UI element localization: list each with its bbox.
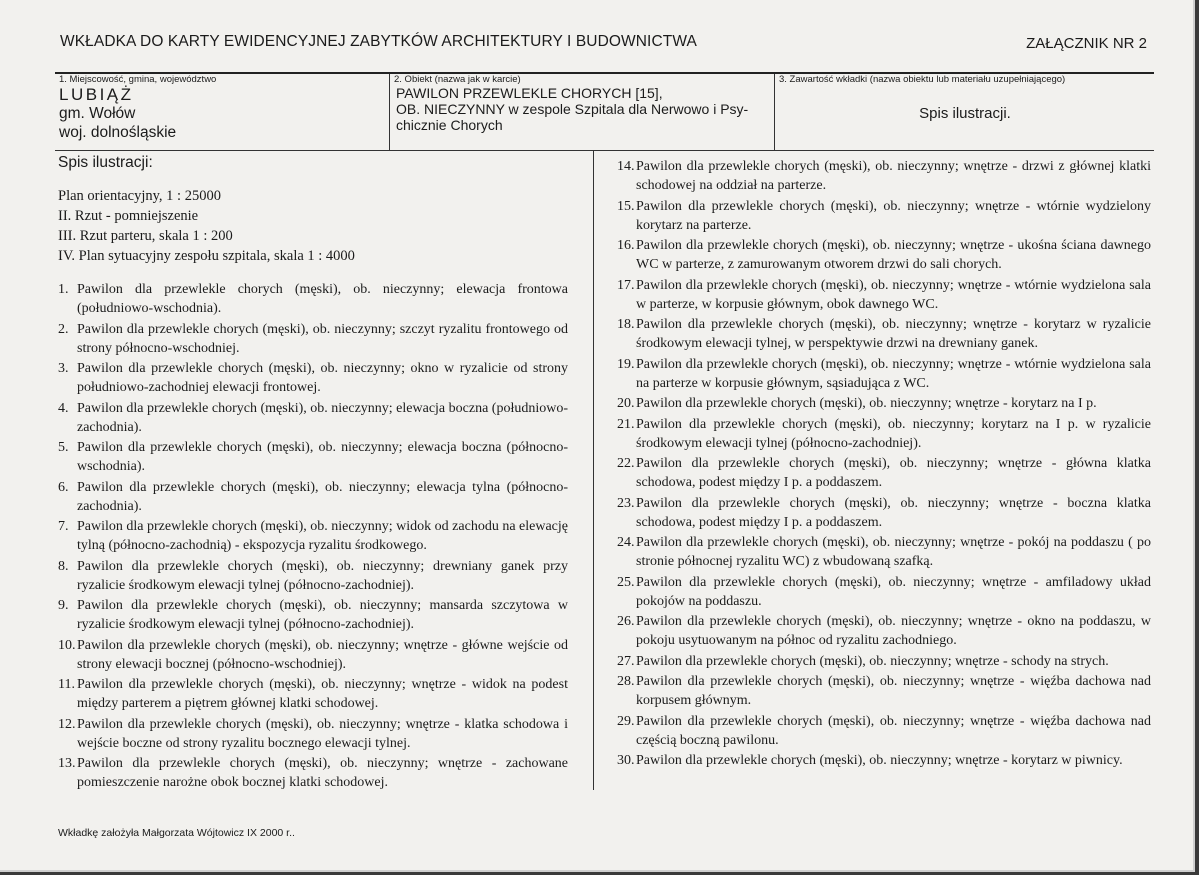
item-text: Pawilon dla przewlekle chorych (męski), ob. nieczynny; szczyt ryzalitu frontowego od strony północno-wschodniej.	[77, 321, 568, 356]
content-caption: 3. Zawartość wkładki (nazwa obiektu lub materiału uzupełniającego)	[779, 74, 1066, 85]
item-text: Pawilon dla przewlekle chorych (męski), ob. nieczynny; elewacja boczna (południowo-zachodnia).	[77, 400, 568, 435]
list-item	[58, 557, 568, 595]
item-text: Pawilon dla przewlekle chorych (męski), ob. nieczynny; wnętrze - korytarz w ryzalicie środkowym elewacji tylnej, w perspektywie drzwi na drewniany ganek.	[636, 317, 1151, 351]
illustration-list-right	[617, 157, 1151, 770]
attachment-number: ZAŁĄCZNIK NR 2	[1026, 35, 1147, 52]
plans-list	[58, 186, 568, 266]
list-item	[617, 533, 1151, 571]
item-text: Pawilon dla przewlekle chorych (męski), ob. nieczynny; wnętrze - korytarz w piwnicy.	[636, 753, 1123, 768]
plan-item: III. Rzut parteru, skala 1 : 200	[58, 228, 233, 244]
item-text: Pawilon dla przewlekle chorych (męski), ob. nieczynny; wnętrze - wtórnie wydzielona sala na parterze w korpusie głównym, sąsiadująca z WC.	[636, 356, 1151, 391]
item-text: Pawilon dla przewlekle chorych (męski), ob. nieczynny; korytarz na I p. w ryzalicie środkowym elewacji tylnej (północno-zachodniej).	[636, 416, 1151, 451]
item-number: 22.	[617, 456, 635, 471]
item-text: Pawilon dla przewlekle chorych (męski), ob. nieczynny; wnętrze - zachowane pomieszczenie narożne obok bocznej klatki schodowej.	[77, 756, 568, 790]
item-text: Pawilon dla przewlekle chorych (męski), ob. nieczynny; elewacja boczna (północno-wschodnia).	[77, 440, 568, 474]
item-number: 8.	[58, 558, 69, 574]
list-item	[58, 754, 568, 792]
item-text: Pawilon dla przewlekle chorych (męski), ob. nieczynny; wnętrze - widok na podest między parterem a piętrem głównej klatki schodowej.	[77, 677, 568, 711]
item-number: 26.	[617, 614, 635, 629]
item-number: 14.	[617, 159, 635, 174]
item-number: 15.	[617, 198, 635, 214]
item-text: Pawilon dla przewlekle chorych (męski), ob. nieczynny; wnętrze - boczna klatka schodowa, podest między I p. a poddaszem.	[636, 495, 1151, 530]
item-text: Pawilon dla przewlekle chorych (męski), ob. nieczynny; wnętrze - korytarz na I p.	[636, 396, 1097, 411]
list-item	[617, 573, 1151, 611]
item-number: 6.	[58, 479, 69, 495]
list-item	[58, 320, 568, 358]
list-item	[58, 280, 568, 318]
item-text: Pawilon dla przewlekle chorych (męski), ob. nieczynny; wnętrze - główna klatka schodowa, podest między I p. a poddaszem.	[636, 456, 1151, 490]
list-item	[58, 636, 568, 674]
item-number: 23.	[617, 495, 635, 511]
list-item	[617, 394, 1151, 413]
list-item	[58, 715, 568, 753]
location-field	[55, 74, 386, 150]
object-line-1: PAWILON PRZEWLEKLE CHORYCH [15],	[396, 85, 663, 101]
item-text: Pawilon dla przewlekle chorych (męski), ob. nieczynny; wnętrze - klatka schodowa i wejście boczne od strony ryzalitu bocznego elewacji tylnej.	[77, 716, 568, 751]
list-item	[617, 672, 1151, 710]
item-text: Pawilon dla przewlekle chorych (męski), ob. nieczynny; wnętrze - wtórnie wydzielony korytarz na parterze.	[636, 198, 1151, 233]
item-number: 12.	[58, 716, 76, 732]
list-item	[617, 355, 1151, 393]
location-caption: 1. Miejscowość, gmina, województwo	[59, 74, 217, 85]
object-line-3: chicznie Chorych	[396, 117, 503, 133]
section-divider	[389, 150, 1154, 151]
item-text: Pawilon dla przewlekle chorych (męski), ob. nieczynny; wnętrze - schody na strych.	[636, 653, 1109, 669]
item-number: 11.	[58, 677, 75, 692]
item-number: 30.	[617, 753, 635, 768]
list-item	[617, 197, 1151, 235]
item-number: 20.	[617, 396, 635, 411]
item-text: Pawilon dla przewlekle chorych (męski), ob. nieczynny; wnętrze - okno na poddaszu, w pokoju usytuowanym na północ od ryzalitu zachodniego.	[636, 614, 1151, 648]
list-item	[617, 276, 1151, 314]
item-number: 18.	[617, 317, 635, 332]
item-text: Pawilon dla przewlekle chorych (męski), ob. nieczynny; elewacja tylna (północno-zachodnia).	[77, 479, 568, 514]
list-item	[617, 157, 1151, 195]
item-number: 17.	[617, 277, 635, 293]
item-text: Pawilon dla przewlekle chorych (męski), ob. nieczynny; wnętrze - główne wejście od strony elewacji bocznej (północno-wschodniej).	[77, 637, 568, 672]
column-divider	[593, 150, 594, 790]
item-text: Pawilon dla przewlekle chorych (męski), ob. nieczynny; wnętrze - drzwi z głównej klatki schodowej na oddział na parterze.	[636, 159, 1151, 193]
item-text: Pawilon dla przewlekle chorych (męski), ob. nieczynny; wnętrze - ukośna ściana dawnego WC w parterze, z zamurowanym otworem drzwi do sali chorych.	[636, 238, 1151, 272]
list-item	[58, 596, 568, 634]
list-item	[617, 652, 1151, 671]
item-number: 13.	[58, 756, 76, 771]
list-item	[58, 675, 568, 713]
item-number: 21.	[617, 416, 635, 432]
list-item	[617, 415, 1151, 453]
illustration-list-left	[58, 280, 568, 792]
item-text: Pawilon dla przewlekle chorych (męski), ob. nieczynny; elewacja frontowa (południowo-wschodnia).	[77, 282, 568, 316]
item-text: Pawilon dla przewlekle chorych (męski), ob. nieczynny; wnętrze - pokój na poddaszu ( po stronie północnej ryzalitu WC) z wbudowaną szafką.	[636, 535, 1151, 569]
item-number: 16.	[617, 238, 635, 253]
content-value: Spis ilustracji.	[919, 105, 1011, 122]
item-number: 28.	[617, 674, 635, 689]
item-text: Pawilon dla przewlekle chorych (męski), ob. nieczynny; drewniany ganek przy ryzalicie środkowym elewacji tylnej (północno-zachodniej).	[77, 558, 568, 593]
item-number: 10.	[58, 637, 76, 653]
item-number: 5.	[58, 440, 69, 455]
item-number: 9.	[58, 598, 69, 613]
list-item	[617, 494, 1151, 532]
list-item	[58, 517, 568, 555]
list-title: Spis ilustracji:	[58, 154, 153, 171]
plan-item: IV. Plan sytuacyjny zespołu szpitala, skala 1 : 4000	[58, 248, 355, 264]
object-line-2: OB. NIECZYNNY w zespole Szpitala dla Nerwowo i Psy-	[396, 101, 749, 117]
object-caption: 2. Obiekt (nazwa jak w karcie)	[394, 74, 521, 85]
list-item	[58, 438, 568, 476]
item-number: 25.	[617, 574, 635, 590]
item-text: Pawilon dla przewlekle chorych (męski), ob. nieczynny; widok od zachodu na elewację tylną (północno-zachodnią) - ekspozycja ryzalitu środkowego.	[77, 519, 568, 553]
list-item	[58, 399, 568, 437]
item-number: 29.	[617, 713, 635, 729]
item-number: 27.	[617, 653, 635, 669]
item-number: 24.	[617, 535, 635, 550]
list-item	[617, 612, 1151, 650]
location-commune: gm. Wołów	[59, 105, 136, 122]
item-number: 1.	[58, 282, 69, 297]
item-number: 19.	[617, 356, 635, 372]
item-number: 2.	[58, 321, 69, 337]
plan-item: II. Rzut - pomniejszenie	[58, 208, 199, 224]
content-field	[774, 74, 1155, 150]
location-place: LUBIĄŻ	[59, 85, 134, 104]
list-item	[58, 478, 568, 516]
list-item	[617, 236, 1151, 274]
item-text: Pawilon dla przewlekle chorych (męski), ob. nieczynny; wnętrze - więźba dachowa nad częścią boczną pawilonu.	[636, 713, 1151, 748]
object-field	[389, 74, 774, 150]
document-title: WKŁADKA DO KARTY EWIDENCYJNEJ ZABYTKÓW ARCHITEKTURY I BUDOWNICTWA	[60, 33, 697, 50]
plan-item: Plan orientacyjny, 1 : 25000	[58, 188, 221, 204]
item-number: 3.	[58, 361, 69, 376]
item-text: Pawilon dla przewlekle chorych (męski), ob. nieczynny; okno w ryzalicie od strony południowo-zachodniej elewacji frontowej.	[77, 361, 568, 395]
list-item	[617, 315, 1151, 353]
right-column	[617, 157, 1151, 772]
item-text: Pawilon dla przewlekle chorych (męski), ob. nieczynny; wnętrze - wtórnie wydzielona sala w parterze, w korpusie głównym, obok dawnego WC.	[636, 277, 1151, 312]
item-text: Pawilon dla przewlekle chorych (męski), ob. nieczynny; wnętrze - więźba dachowa nad korpusem głównym.	[636, 674, 1151, 708]
item-text: Pawilon dla przewlekle chorych (męski), ob. nieczynny; mansarda szczytowa w ryzalicie środkowym elewacji tylnej (północno-zachodniej).	[77, 598, 568, 632]
item-number: 7.	[58, 519, 69, 534]
list-item	[58, 359, 568, 397]
item-text: Pawilon dla przewlekle chorych (męski), ob. nieczynny; wnętrze - amfiladowy układ pokojów na poddaszu.	[636, 574, 1151, 609]
list-item	[617, 454, 1151, 492]
location-voivodeship: woj. dolnośląskie	[59, 124, 177, 141]
footer-note: Wkładkę założyła Małgorzata Wójtowicz IX 2000 r..	[58, 827, 295, 839]
list-item	[617, 751, 1151, 770]
item-number: 4.	[58, 400, 69, 416]
list-item	[617, 712, 1151, 750]
left-column	[58, 154, 568, 794]
